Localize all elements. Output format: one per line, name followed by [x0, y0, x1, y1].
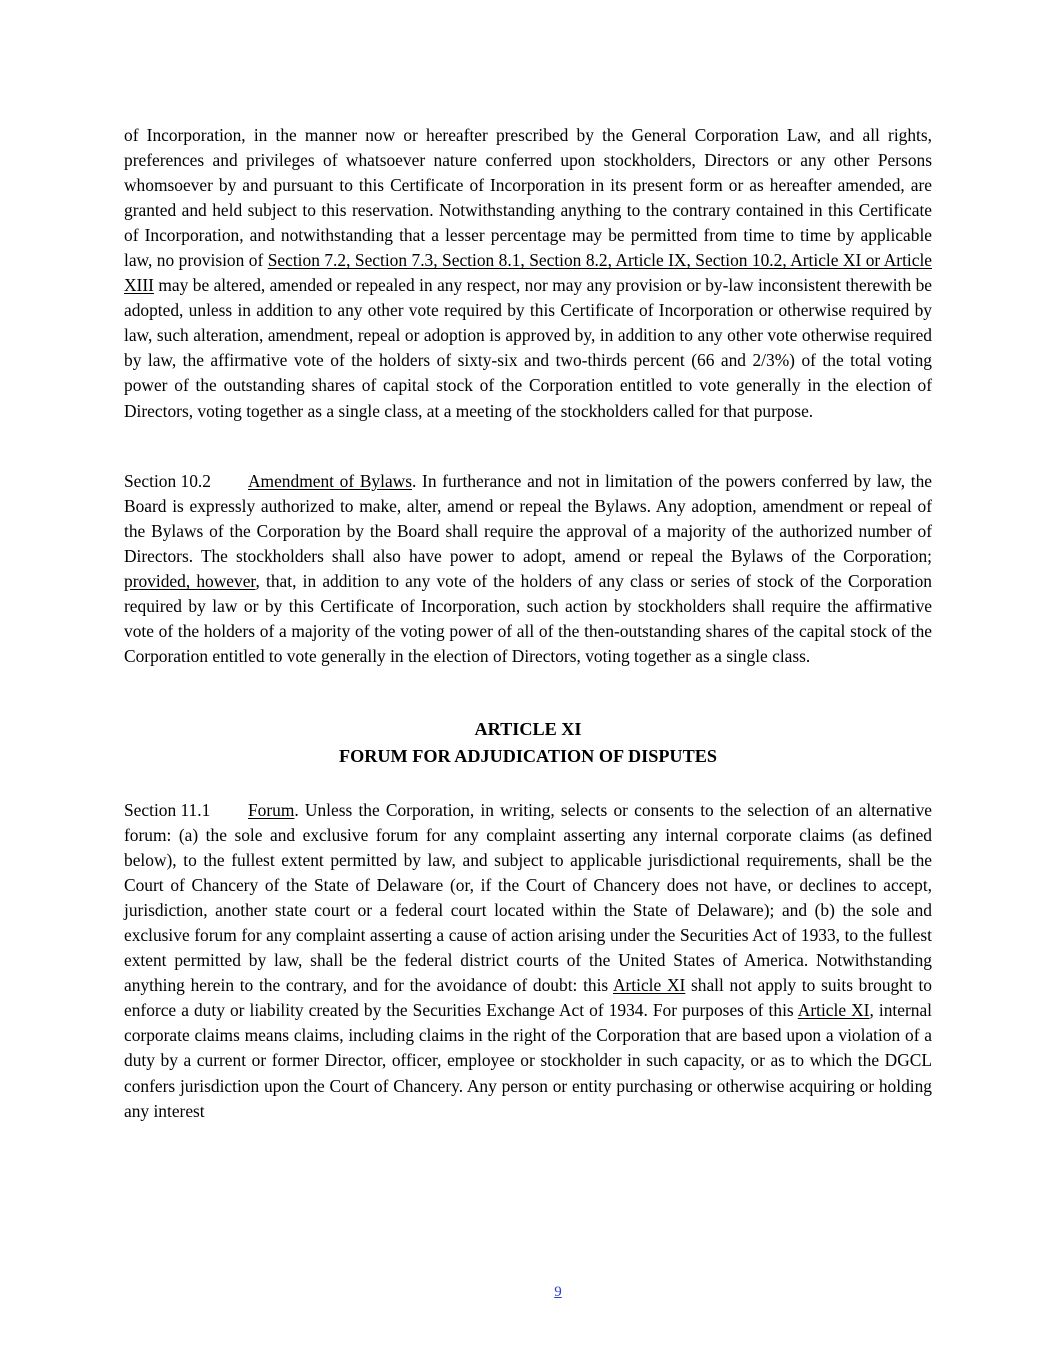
section-number: Section 10.2 [124, 471, 211, 491]
paragraph-text: , internal corporate claims means claims, including claims in the right of the Corporation that are based upon a violation of a duty by a current or former Director, officer, employee or stockholder in such capacity, or as to which the DGCL confers jurisdiction upon the Court of Chancery. Any person or entity purchasing or otherwise acquiring or holding any interest [124, 1000, 933, 1121]
article-reference: Article XI [612, 975, 686, 996]
paragraph-text: may be altered, amended or repealed in any respect, nor may any provision or by-law inconsistent therewith be adopted, unless in addition to any other vote required by this Certificate of Incorporation or otherwise required by law, such alteration, amendment, repeal or adoption is approved by, in addition to any other vote otherwise required by law, the affirmative vote of the holders of sixty-six and two-thirds percent (66 and 2/3%) of the total voting power of the outstanding shares of capital stock of the Corporation entitled to vote generally in the election of Directors, voting together as a single class, at a meeting of the stockholders called for that purpose. [124, 275, 932, 421]
article-subtitle: FORUM FOR ADJUDICATION OF DISPUTES [339, 746, 717, 766]
section-11-1-paragraph [124, 798, 932, 1124]
section-title: Forum [248, 800, 295, 820]
section-title: Amendment of Bylaws [248, 471, 413, 491]
paragraph-text: . In furtherance and not in limitation of the powers conferred by law, the Board is expressly authorized to make, alter, amend or repeal the Bylaws. Any adoption, amendment or repeal of the Bylaws of the Corporation by the Board shall require the approval of a majority of the authorized number of Directors. The stockholders shall also have power to adopt, amend or repeal the Bylaws of the Corporation; [124, 471, 933, 567]
article-title: ARTICLE XI [474, 719, 582, 739]
article-reference: Article XI [797, 1000, 870, 1021]
paragraph-text: . Unless the Corporation, in writing, selects or consents to the selection of an alternative forum: (a) the sole and exclusive forum for any complaint asserting any internal corporate claims (as defined below), to the fullest extent permitted by law, and subject to applicable jurisdictional requirements, shall be the Court of Chancery of the State of Delaware (or, if the Court of Chancery does not have, or declines to accept, jurisdiction, another state court or a federal court located within the State of Delaware); and (b) the sole and exclusive forum for any complaint asserting a cause of action arising under the Securities Act of 1933, to the fullest extent permitted by law, shall be the federal district courts of the United States of America. Notwithstanding anything herein to the contrary, and for the avoidance of doubt: this [124, 800, 932, 996]
section-10-2-paragraph [124, 469, 932, 669]
paragraph-text: shall not apply to suits brought to enforce a duty or liability created by the Securities Exchange Act of 1934. For purposes of this [124, 975, 932, 1021]
paragraph-reservation-continuation [124, 123, 932, 424]
paragraph-text: , that, in addition to any vote of the holders of any class or series of stock of the Corporation required by law or by this Certificate of Incorporation, such action by stockholders shall require the affirmative vote of the holders of a majority of the voting power of all of the then-outstanding shares of the capital stock of the Corporation entitled to vote generally in the election of Directors, voting together as a single class. [124, 571, 932, 667]
paragraph-text: of Incorporation, in the manner now or hereafter prescribed by the General Corporation Law, and all rights, preferences and privileges of whatsoever nature conferred upon stockholders, Directors or any other Persons whomsoever by and pursuant to this Certificate of Incorporation in its present form or as hereafter amended, are granted and held subject to this reservation. Notwithstanding anything to the contrary contained in this Certificate of Incorporation, and notwithstanding that a lesser percentage may be permitted from time to time by applicable law, no provision of [124, 125, 932, 271]
proviso-text: provided, however [124, 571, 256, 592]
page-number-link[interactable]: 9 [554, 1284, 562, 1300]
section-number: Section 11.1 [124, 800, 211, 820]
section-references-link: Section 7.2, Section 7.3, Section 8.1, Section 8.2, Article IX, Section 10.2, Article XI or Article XIII [124, 250, 932, 296]
